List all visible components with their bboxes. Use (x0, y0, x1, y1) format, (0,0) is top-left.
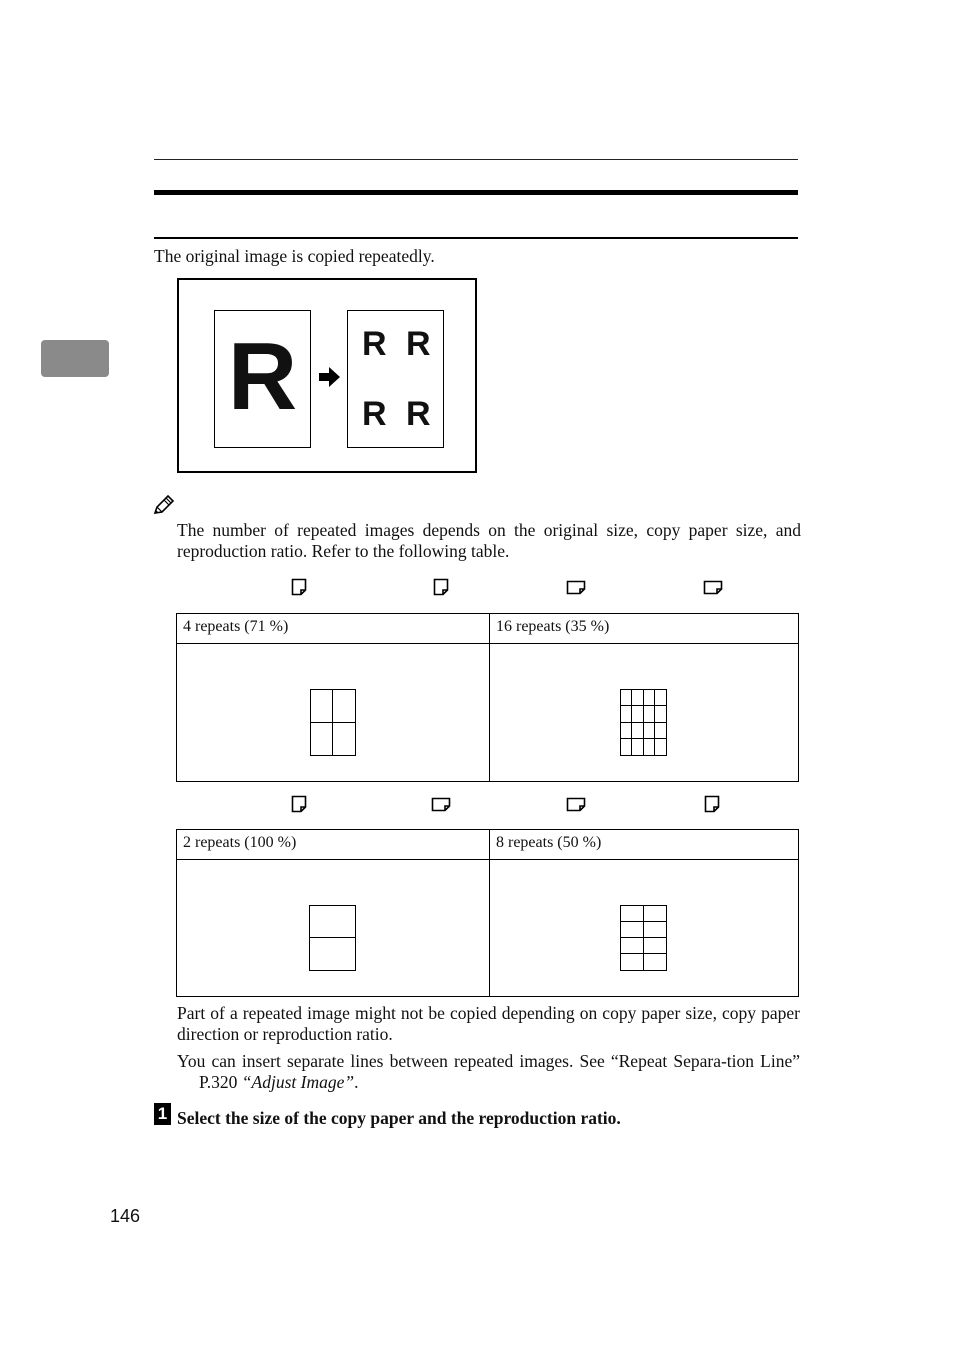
table-cell (177, 644, 490, 782)
copy-letter: R (406, 395, 431, 433)
section-rule (154, 237, 798, 239)
portrait-paper-icon (291, 578, 307, 596)
top-rule (154, 159, 798, 160)
page-number: 146 (110, 1206, 141, 1226)
table-header: 8 repeats (50 %) (496, 834, 602, 851)
right-arrow-icon (317, 366, 341, 388)
table-header: 4 repeats (71 %) (177, 614, 490, 643)
reference-title[interactable]: “Adjust Image” (241, 1072, 355, 1092)
repeat-illustration (177, 278, 477, 473)
original-sheet (214, 310, 311, 448)
repeat-grid-2x2 (310, 689, 356, 756)
copy-sheet (347, 310, 444, 448)
partial-copy-note: Part of a repeated image might not be copied depending on copy paper size, copy paper direction or reproduction ratio. (177, 1003, 800, 1044)
copy-letter: R (362, 395, 387, 433)
portrait-paper-icon (433, 578, 449, 596)
pencil-note-icon (153, 495, 175, 515)
page-reference[interactable]: P.320 (199, 1072, 238, 1092)
step-number: 1 (154, 1103, 171, 1125)
chapter-tab (41, 340, 109, 377)
repeat-grid-4x4 (620, 689, 667, 756)
copy-letter: R (406, 325, 431, 363)
original-letter: R (227, 323, 298, 430)
note-text: The number of repeated images depends on the original size, copy paper size, and reproduction ratio. Refer to the following table. (177, 520, 801, 561)
portrait-paper-icon (291, 795, 307, 813)
landscape-paper-icon (703, 580, 723, 595)
repeat-grid-1x2 (309, 905, 356, 971)
sentence-end: . (354, 1072, 359, 1092)
landscape-paper-icon (431, 797, 451, 812)
repeat-grid-2x4 (620, 905, 667, 971)
table-header: 16 repeats (35 %) (496, 618, 610, 635)
table-cell (177, 860, 490, 997)
landscape-paper-icon (566, 580, 586, 595)
portrait-paper-icon (704, 795, 720, 813)
copy-letter: R (362, 325, 387, 363)
intro-text: The original image is copied repeatedly. (154, 246, 435, 266)
separation-line-note (177, 1051, 800, 1093)
repeat-table-1 (176, 613, 799, 782)
table-cell (490, 644, 798, 782)
table-cell (490, 860, 798, 997)
step-text: Select the size of the copy paper and the reproduction ratio. (177, 1108, 621, 1128)
table-header: 2 repeats (100 %) (177, 830, 490, 859)
repeat-table-2 (176, 829, 799, 997)
section-rule-thick (154, 190, 798, 195)
landscape-paper-icon (566, 797, 586, 812)
separation-text: You can insert separate lines between repeated images. See “Repeat Separa-tion Line” (177, 1051, 800, 1071)
